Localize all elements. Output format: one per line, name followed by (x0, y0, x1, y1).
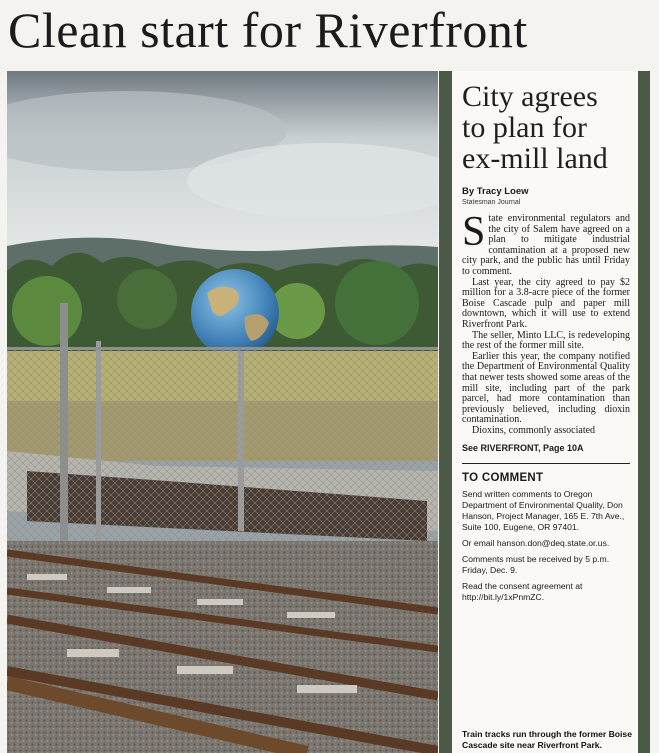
article-paragraph-text: tate environmental regulators and the city of Salem have agreed on a plan to mitigate industrial contamination at a proposed new city park, and the public has until Friday to comment. (462, 213, 630, 277)
to-comment-item: Comments must be received by 5 p.m. Friday, Dec. 9. (462, 554, 610, 576)
drop-cap: S (462, 209, 486, 255)
to-comment-heading: TO COMMENT (462, 472, 544, 485)
to-comment-item: Read the consent agreement at http://bit.ly/1xPnmZC. (462, 581, 583, 603)
article-paragraph: Earlier this year, the company notified the Department of Environmental Quality that newer tests showed some areas of the mill site, including part of the park parcel, had more contamination than previously believed, including dioxin contamination. (462, 350, 630, 426)
photo-globe-and-tracks (7, 71, 438, 753)
divider (462, 463, 630, 464)
article-body (462, 209, 630, 436)
article-paragraph: Last year, the city agreed to pay $2 million for a 3.8-acre piece of the former Boise Cascade pulp and paper mill downtown, which it will use to extend Riverfront Park. (462, 276, 630, 330)
byline: By Tracy Loew (462, 186, 529, 197)
sidebar-story (452, 71, 638, 753)
sidebar-headline-line: City agrees (462, 80, 598, 113)
photo-caption: Train tracks run through the former Boise Cascade site near Riverfront Park. (462, 729, 632, 750)
to-comment-box (462, 472, 630, 603)
byline-affiliation: Statesman Journal (462, 199, 521, 206)
to-comment-item: Send written comments to Oregon Department of Environmental Quality, Don Hanson, Project Manager, 165 E. 7th Ave., Suite 100, Eugene, OR 97401. (462, 489, 625, 533)
jump-line: See RIVERFRONT, Page 10A (462, 443, 584, 454)
article-paragraph: The seller, Minto LLC, is redeveloping the rest of the former mill site. (462, 329, 630, 352)
headline: Clean start for Riverfront (8, 2, 528, 58)
article-paragraph: Dioxins, commonly associated (472, 424, 596, 436)
sidebar-headline (462, 81, 630, 174)
sidebar-headline-line: to plan for (462, 111, 587, 144)
article-paragraph (462, 209, 630, 278)
sidebar-headline-line: ex-mill land (462, 142, 608, 175)
to-comment-item: Or email hanson.don@deq.state.or.us. (462, 538, 610, 549)
